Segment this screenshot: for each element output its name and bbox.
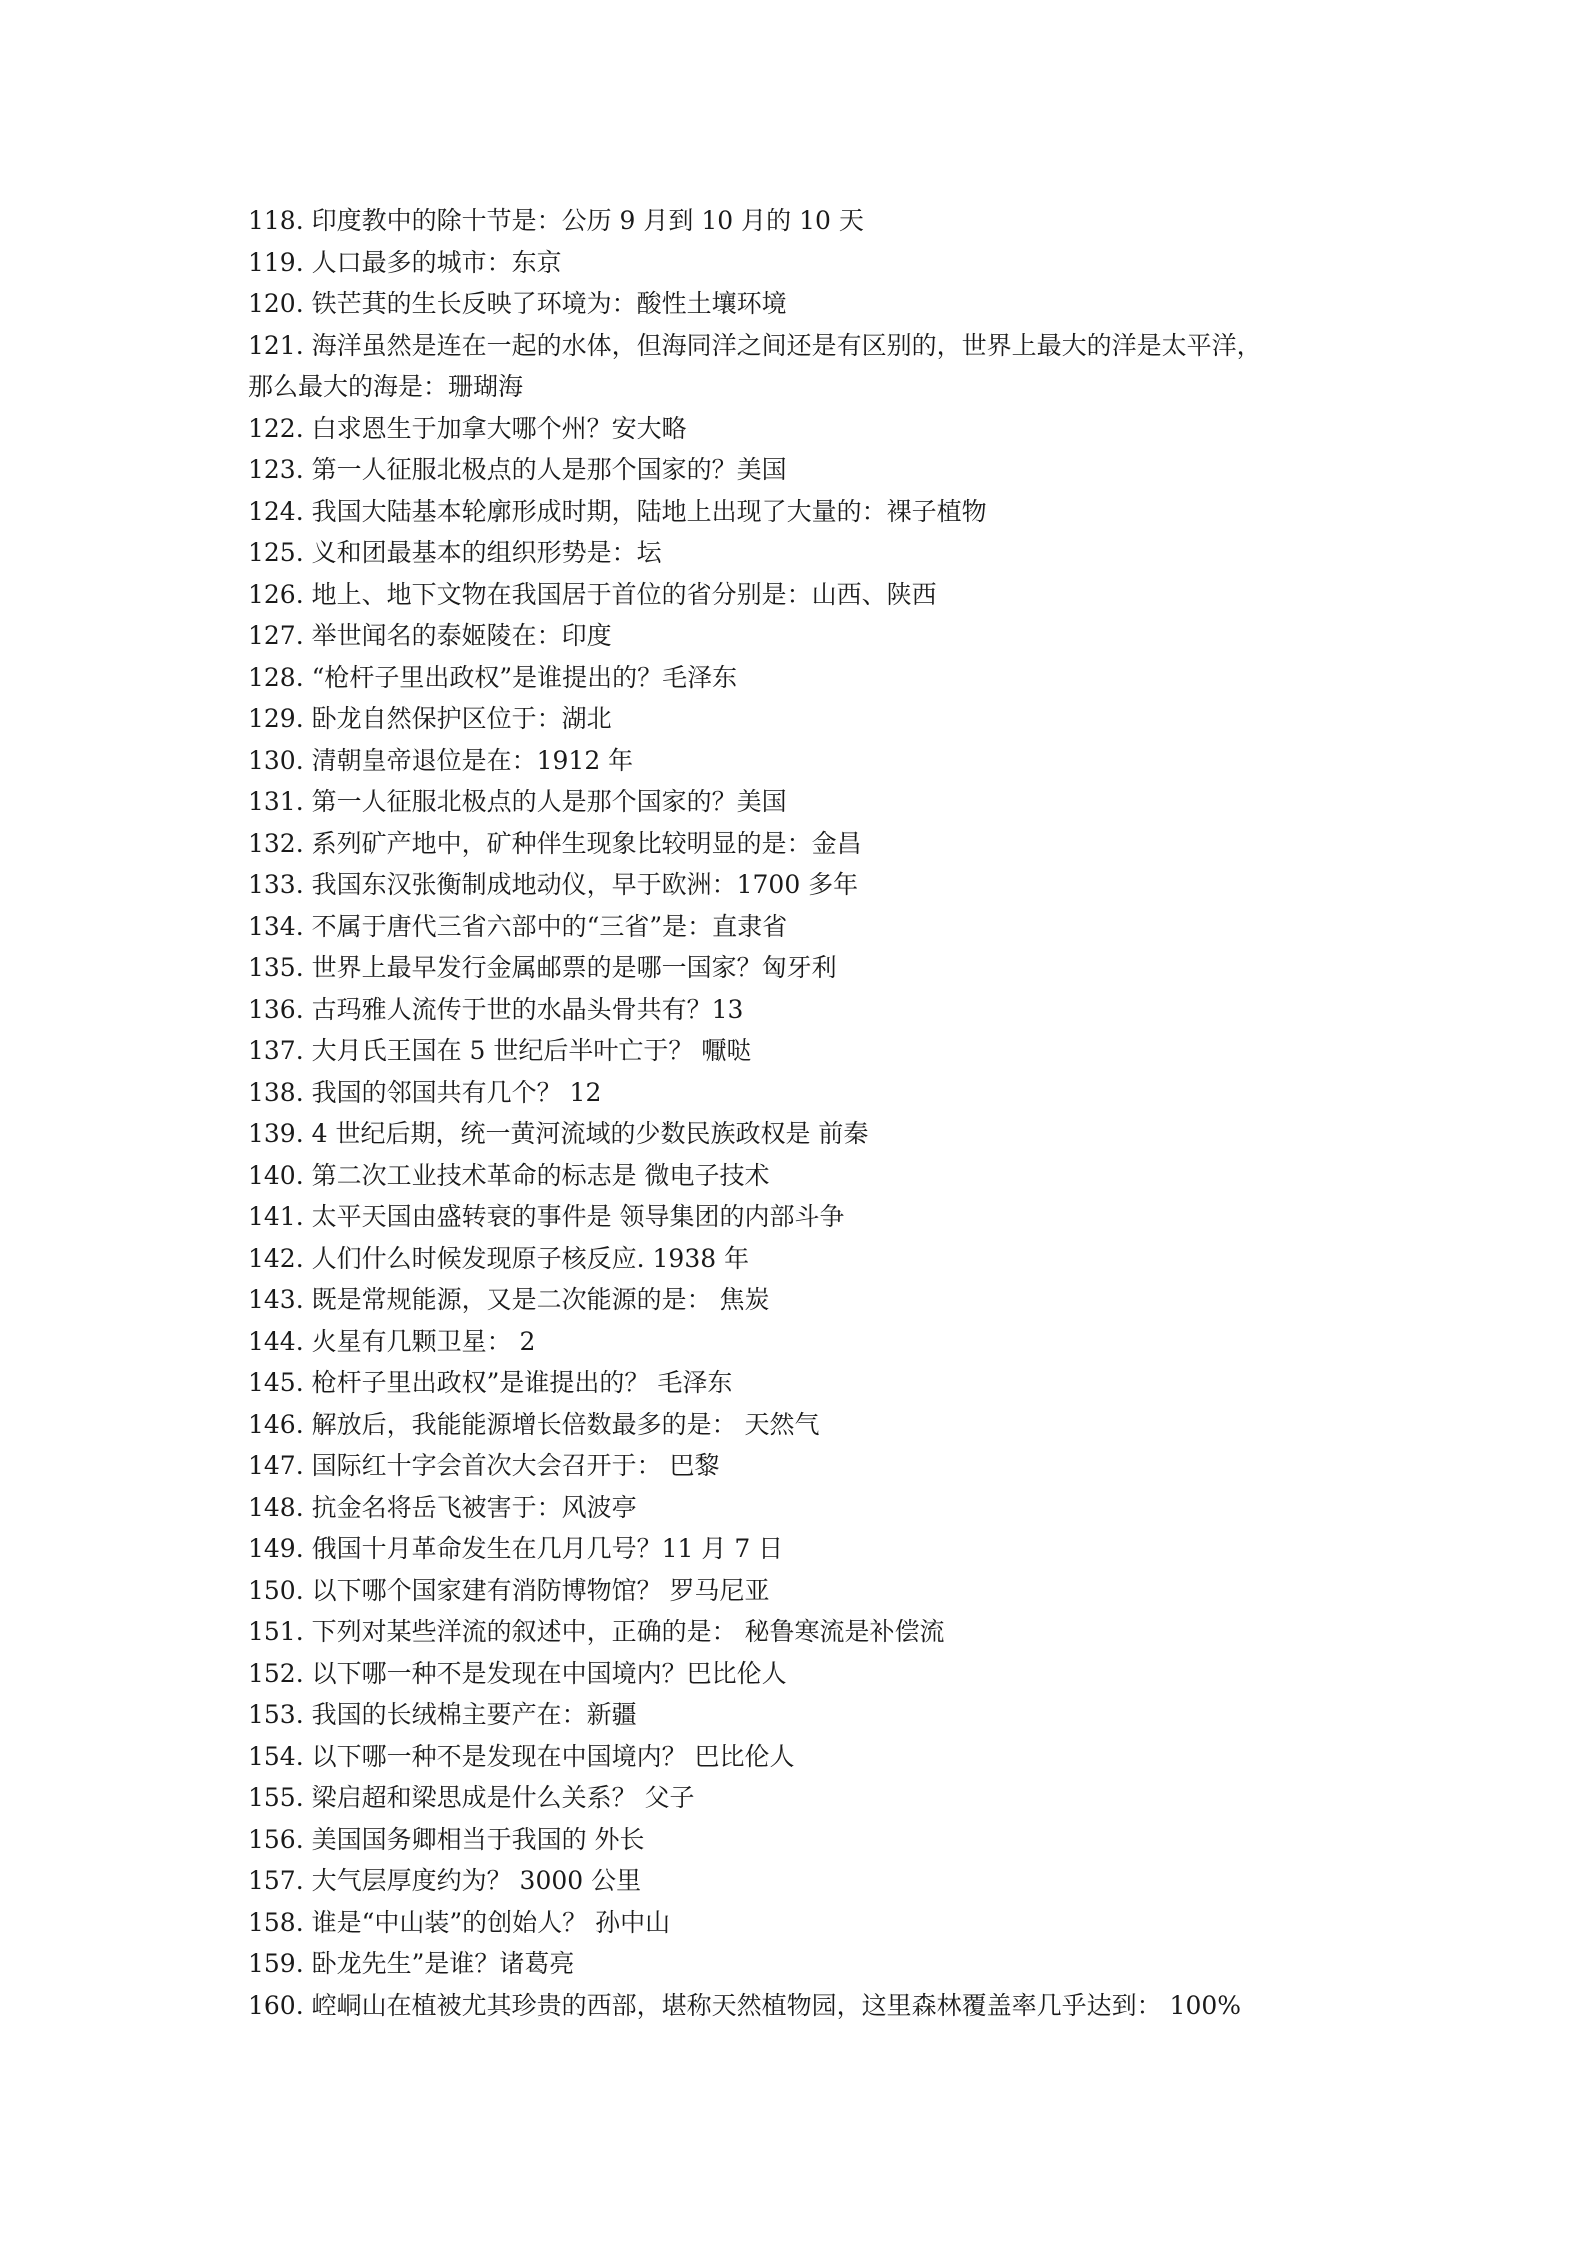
list-line: 124. 我国大陆基本轮廓形成时期，陆地上出现了大量的：裸子植物	[248, 496, 987, 526]
list-line: 150. 以下哪个国家建有消防博物馆？ 罗马尼亚	[248, 1575, 770, 1605]
list-line: 156. 美国国务卿相当于我国的 外长	[248, 1824, 645, 1854]
list-line: 143. 既是常规能源，又是二次能源的是： 焦炭	[248, 1285, 770, 1314]
list-line: 131. 第一人征服北极点的人是那个国家的？美国	[248, 787, 787, 816]
list-line: 140. 第二次工业技术革命的标志是 微电子技术	[248, 1160, 770, 1190]
list-line: 126. 地上、地下文物在我国居于首位的省分别是：山西、陕西	[248, 579, 937, 609]
list-line: 158. 谁是“中山装”的创始人？ 孙中山	[248, 1907, 671, 1937]
list-line: 139. 4 世纪后期，统一黄河流域的少数民族政权是 前秦	[248, 1119, 869, 1148]
list-line: 147. 国际红十字会首次大会召开于： 巴黎	[248, 1451, 720, 1480]
list-line: 128. “枪杆子里出政权”是谁提出的？毛泽东	[248, 662, 738, 692]
list-line: 132. 系列矿产地中，矿种伴生现象比较明显的是：金昌	[248, 828, 862, 858]
list-line: 121. 海洋虽然是连在一起的水体，但海同洋之间还是有区别的，世界上最大的洋是太平洋，	[248, 330, 1262, 360]
list-line: 135. 世界上最早发行金属邮票的是哪一国家？匈牙利	[248, 953, 837, 982]
list-line: 123. 第一人征服北极点的人是那个国家的？美国	[248, 455, 787, 484]
list-line: 155. 梁启超和梁思成是什么关系？ 父子	[248, 1783, 695, 1812]
list-line: 122. 白求恩生于加拿大哪个州？安大略	[248, 413, 687, 443]
list-line: 125. 义和团最基本的组织形势是：坛	[248, 538, 662, 567]
list-line: 160. 崆峒山在植被尤其珍贵的西部，堪称天然植物园，这里森林覆盖率几乎达到： 100%	[248, 1990, 1242, 2020]
list-line: 154. 以下哪一种不是发现在中国境内？ 巴比伦人	[248, 1741, 795, 1771]
list-line: 137. 大月氏王国在 5 世纪后半叶亡于？ 嚈哒	[248, 1036, 752, 1065]
list-line: 159. 卧龙先生”是谁？诸葛亮	[248, 1949, 575, 1978]
list-line: 151. 下列对某些洋流的叙述中，正确的是： 秘鲁寒流是补偿流	[248, 1617, 945, 1646]
list-line: 119. 人口最多的城市：东京	[248, 247, 562, 277]
list-line: 118. 印度教中的除十节是：公历 9 月到 10 月的 10 天	[248, 206, 864, 235]
list-line: 149. 俄国十月革命发生在几月几号？11 月 7 日	[248, 1534, 784, 1563]
list-line: 134. 不属于唐代三省六部中的“三省”是：直隶省	[248, 911, 788, 941]
list-line: 129. 卧龙自然保护区位于：湖北	[248, 704, 612, 733]
list-line: 142. 人们什么时候发现原子核反应. 1938 年	[248, 1243, 750, 1273]
list-line: 133. 我国东汉张衡制成地动仪，早于欧洲：1700 多年	[248, 870, 859, 899]
list-line: 130. 清朝皇帝退位是在：1912 年	[248, 745, 634, 775]
list-line: 152. 以下哪一种不是发现在中国境内？巴比伦人	[248, 1658, 787, 1688]
list-line: 120. 铁芒萁的生长反映了环境为：酸性土壤环境	[248, 289, 787, 318]
list-line: 138. 我国的邻国共有几个？ 12	[248, 1077, 602, 1107]
list-line: 145. 枪杆子里出政权”是谁提出的？ 毛泽东	[248, 1368, 733, 1397]
list-line: 141. 太平天国由盛转衰的事件是 领导集团的内部斗争	[248, 1202, 845, 1231]
list-line: 127. 举世闻名的泰姬陵在：印度	[248, 621, 612, 650]
list-line: 那么最大的海是：珊瑚海	[248, 372, 524, 401]
list-line: 157. 大气层厚度约为？ 3000 公里	[248, 1866, 642, 1895]
question-list	[248, 200, 1368, 2026]
list-line: 146. 解放后，我能能源增长倍数最多的是： 天然气	[248, 1409, 820, 1439]
list-line: 136. 古玛雅人流传于世的水晶头骨共有？13	[248, 994, 744, 1024]
list-line: 144. 火星有几颗卫星： 2	[248, 1326, 536, 1356]
list-line: 148. 抗金名将岳飞被害于：风波亭	[248, 1492, 637, 1522]
list-line: 153. 我国的长绒棉主要产在：新疆	[248, 1700, 637, 1729]
